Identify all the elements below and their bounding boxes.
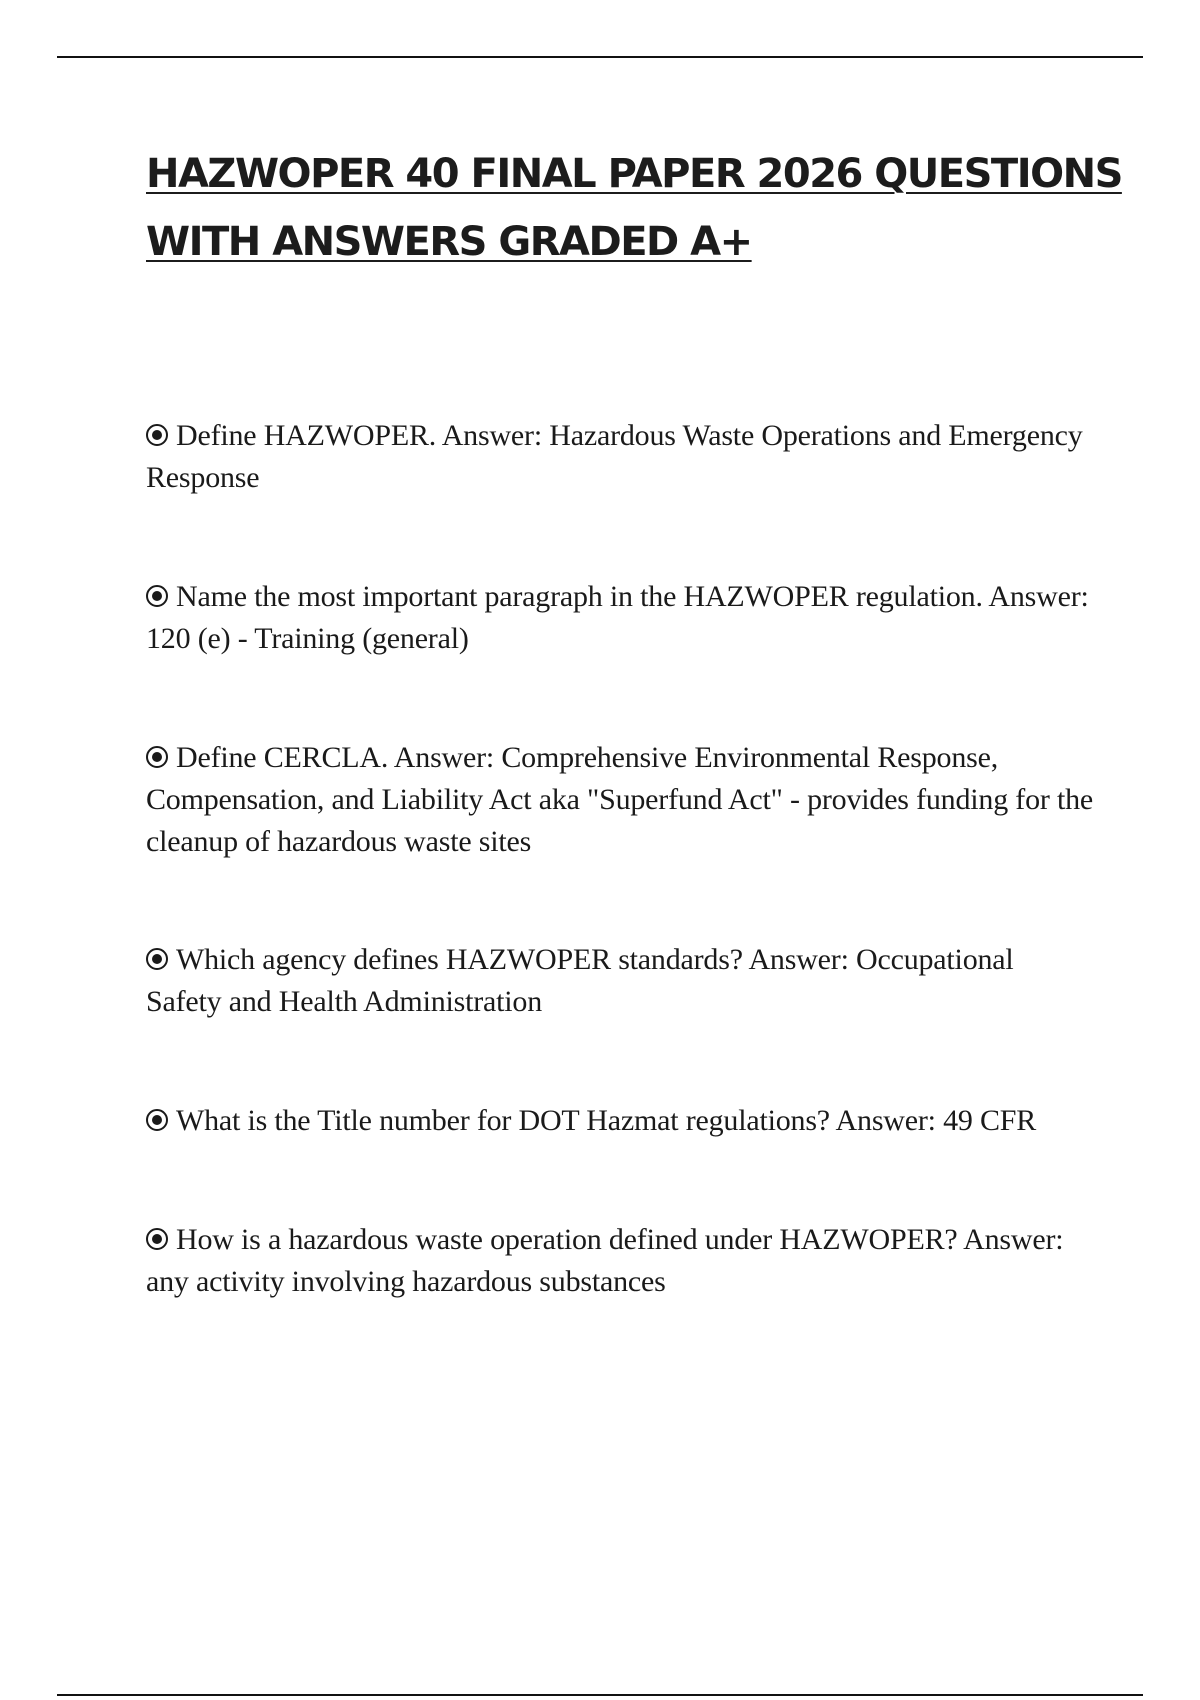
radio-bullet-icon xyxy=(146,746,168,768)
title-line-2: WITH ANSWERS GRADED A+ xyxy=(146,219,752,265)
qa-text: What is the Title number for DOT Hazmat regulations? Answer: 49 CFR xyxy=(176,1104,1037,1137)
qa-text: Define HAZWOPER. Answer: Hazardous Waste Operations and Emergency Response xyxy=(146,419,1083,494)
qa-item-important-paragraph xyxy=(146,576,1096,660)
qa-text: Name the most important paragraph in the HAZWOPER regulation. Answer: 120 (e) - Training (general) xyxy=(146,580,1089,655)
radio-bullet-icon xyxy=(146,424,168,446)
qa-item-waste-operation-definition xyxy=(146,1219,1096,1303)
qa-item-hazwoper-definition xyxy=(146,415,1096,499)
qa-item-cercla-definition xyxy=(146,737,1096,863)
qa-text: How is a hazardous waste operation defined under HAZWOPER? Answer: any activity involving hazardous substances xyxy=(146,1223,1064,1298)
header-rule xyxy=(57,56,1143,58)
radio-bullet-icon xyxy=(146,585,168,607)
radio-bullet-icon xyxy=(146,948,168,970)
qa-item-defining-agency xyxy=(146,939,1096,1023)
qa-item-dot-title-number xyxy=(146,1100,1096,1142)
qa-list xyxy=(146,415,1096,1380)
document-title xyxy=(146,140,1122,276)
qa-text: Define CERCLA. Answer: Comprehensive Environmental Response, Compensation, and Liability Act aka "Superfund Act" - provides funding for the cleanup of hazardous waste sites xyxy=(146,741,1094,858)
title-line-1: HAZWOPER 40 FINAL PAPER 2026 QUESTIONS xyxy=(146,151,1122,197)
footer-rule xyxy=(57,1694,1143,1696)
radio-bullet-icon xyxy=(146,1228,168,1250)
radio-bullet-icon xyxy=(146,1109,168,1131)
qa-text: Which agency defines HAZWOPER standards? Answer: Occupational Safety and Health Administration xyxy=(146,943,1014,1018)
